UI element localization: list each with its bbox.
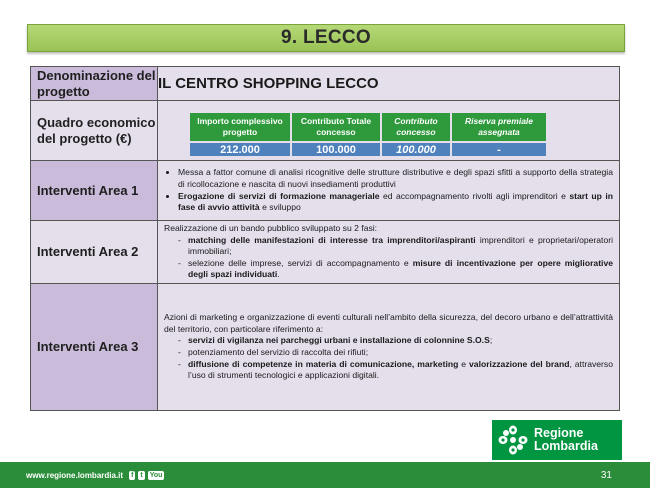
area2-item-1: - matching delle manifestazioni di interesse tra imprenditori/aspiranti imprenditori e proprietari/operatori immobiliari; (178, 235, 613, 258)
footer-website-link[interactable]: www.regione.lombardia.it (26, 470, 124, 480)
fin-value-riserva: - (452, 143, 546, 156)
label-area3: Interventi Area 3 (31, 283, 158, 410)
logo-line-1: Regione (534, 426, 584, 440)
fin-value-contributo-totale: 100.000 (292, 143, 380, 156)
fin-header-riserva: Riserva premiale assegnata (452, 113, 546, 141)
table-row-area2 (31, 221, 620, 284)
label-area1: Interventi Area 1 (31, 161, 158, 221)
area2-intro: Realizzazione di un bando pubblico sviluppato su 2 fasi: (164, 223, 378, 233)
lombardia-rose-icon (498, 425, 528, 455)
label-area2: Interventi Area 2 (31, 221, 158, 284)
label-denominazione: Denominazione del progetto (31, 67, 158, 101)
twitter-icon[interactable]: t (140, 471, 143, 479)
area3-content (158, 283, 620, 410)
area3-item-3: - diffusione di competenze in materia di comunicazione, marketing e valorizzazione del brand, attraverso l’uso di strumenti tecnologici e applicazioni digitali. (178, 359, 613, 382)
fin-header-contributo-totale: Contributo Totale concesso (292, 113, 380, 141)
fin-value-importo: 212.000 (190, 143, 290, 156)
slide-title-bar (27, 24, 625, 52)
fin-header-contributo: Contributo concesso (382, 113, 450, 141)
area1-item-1: • Messa a fattor comune di analisi ricognitive delle strutture distributive e degli spazi sfitti a supporto della strategia di ricollocazione e nascita di nuovi insediamenti produttivi (178, 167, 613, 190)
area1-item-2: • Erogazione di servizi di formazione manageriale ed accompagnamento rivolti agli imprenditori e start up in fase di avvio attività e sviluppo (178, 191, 613, 214)
financial-table (188, 111, 548, 158)
footer-bar (0, 462, 650, 488)
logo-line-2: Lombardia (534, 439, 598, 453)
table-row-area1 (31, 161, 620, 221)
area3-item-2: - potenziamento del servizio di raccolta dei rifiuti; (178, 347, 613, 359)
project-name: IL CENTRO SHOPPING LECCO (158, 67, 620, 101)
label-quadro: Quadro economico del progetto (€) (31, 101, 158, 161)
area2-item-2: - selezione delle imprese, servizi di accompagnamento e misure di incentivazione per opere migliorative degli spazi individuati. (178, 258, 613, 281)
area3-item-1: - servizi di vigilanza nei parcheggi urbani e installazione di colonnine S.O.S; (178, 335, 613, 347)
youtube-icon[interactable]: You (149, 471, 163, 479)
project-table (30, 66, 620, 411)
facebook-icon[interactable]: f (131, 471, 134, 479)
fin-value-contributo: 100.000 (382, 143, 450, 156)
area3-intro: Azioni di marketing e organizzazione di eventi culturali nell’ambito della sicurezza, del decoro urbano e dell’attrattività del territorio, con particolare riferimento a: (164, 312, 613, 334)
table-row-area3 (31, 283, 620, 410)
page-number: 31 (600, 469, 612, 481)
slide-title: 9. LECCO (280, 27, 372, 48)
table-row-denominazione (31, 67, 620, 101)
area1-content (158, 161, 620, 221)
regione-lombardia-logo (492, 420, 622, 460)
social-links (129, 471, 164, 480)
fin-header-importo: Importo complessivo progetto (190, 113, 290, 141)
table-row-quadro (31, 101, 620, 161)
area2-content (158, 221, 620, 284)
